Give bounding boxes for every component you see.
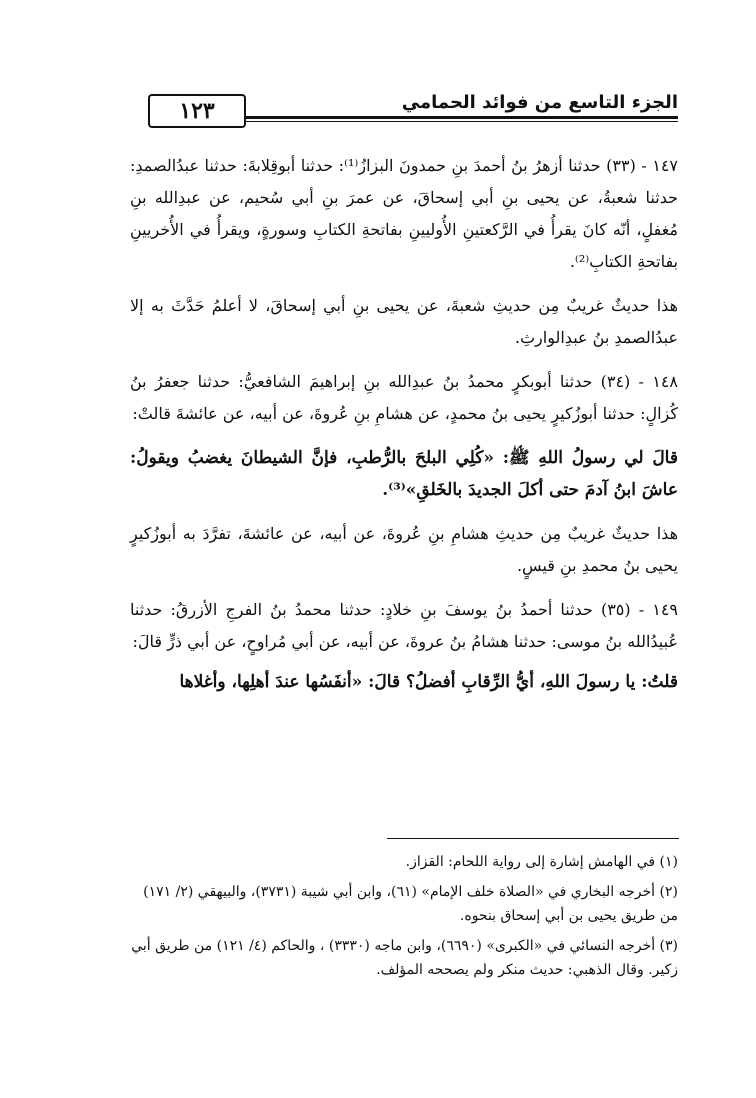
main-text: [130, 150, 678, 710]
header-rule-thin: [230, 121, 678, 122]
hadith-147-comment: هذا حديثٌ غريبٌ مِن حديثِ شعبةَ، عن يحيى بنِ أبي إسحاقَ، لا أعلمُ حَدَّثَ به إلا عبدُالصمدِ بنُ عبدِالوارثِ.: [130, 296, 679, 347]
header-rule: [230, 116, 678, 119]
hadith-148-isnad: ١٤٨ - (٣٤) حدثنا أبوبكرٍ محمدُ بنُ عبدِالله بنِ إبراهيمَ الشافعيُّ: حدثنا جعفرُ بنُ كُزالٍ: حدثنا أبوزُكيرٍ يحيى بنُ محمدٍ، عن هشامِ بنِ عُروةَ، عن أبيه، عن عائشةَ قالتْ:: [130, 372, 678, 423]
footnotes: [130, 850, 678, 988]
hadith-148-comment: هذا حديثٌ غريبٌ مِن حديثِ هشامِ بنِ عُروةَ، عن أبيه، عن عائشةَ، تفرَّدَ به أبوزُكيرٍ يحيى بنُ محمدِ بنِ قيسٍ.: [130, 524, 678, 575]
hadith-148-matn: قالَ لي رسولُ اللهِ ﷺ: «كُلِي البلحَ بالرُّطبِ، فإنَّ الشيطانَ يغضبُ ويقولُ: عاشَ ابنُ آدمَ حتى أكلَ الجديدَ بالخَلقِ»⁽³⁾.: [130, 448, 678, 500]
hadith-147-isnad: ١٤٧ - (٣٣) حدثنا أزهرُ بنُ أحمدَ بنِ حمدونَ البزازُ⁽¹⁾: حدثنا أبوقِلابةَ: حدثنا عبدُالصمدِ: حدثنا شعبةُ، عن يحيى بنِ أبي إسحاقَ، عن عمرَ بنِ أبي سُحيم، عن عبدِالله بنِ مُغفلٍ، أنّه كانَ يقرأُ في الرَّكعتينِ الأُوليينِ بفاتحةِ الكتابِ وسورةٍ، ويقرأُ في الأُخريينِ بفاتحةِ الكتابِ⁽²⁾.: [130, 156, 679, 271]
footnote-separator: [387, 838, 679, 839]
hadith-149-isnad: ١٤٩ - (٣٥) حدثنا أحمدُ بنُ يوسفَ بنِ خلادٍ: حدثنا محمدُ بنُ الفرجِ الأزرقُ: حدثنا عُبيدُالله بنُ موسى: حدثنا هشامُ بنُ عروةَ، عن أبيه، عن أبي مُراوحٍ، عن أبي ذرٍّ قالَ:: [130, 600, 678, 651]
running-title: الجزء التاسع من فوائد الحمامي: [401, 92, 678, 113]
page-number: ١٢٣: [148, 94, 246, 128]
page-header: [130, 88, 678, 132]
footnote-1: (١) في الهامش إشارة إلى رواية اللحام: القزاز.: [405, 854, 678, 870]
hadith-149-matn: قلتُ: يا رسولَ اللهِ، أيُّ الرِّقابِ أفضلُ؟ قالَ: «أنفَسُها عندَ أهلِها، وأغلاها: [179, 672, 678, 692]
footnote-2: (٢) أخرجه البخاري في «الصلاة خلف الإمام» (٦١)، وابن أبي شيبة (٣٧٣١)، والبيهقي (٢/ ١٧١) من طريق يحيى بن أبي إسحاق بنحوه.: [143, 884, 678, 924]
footnote-3: (٣) أخرجه النسائي في «الكبرى» (٦٦٩٠)، وابن ماجه (٣٣٣٠) ، والحاكم (٤/ ١٢١) من طريق أبي زكير. وقال الذهبي: حديث منكر ولم يصححه المؤلف.: [131, 938, 678, 978]
